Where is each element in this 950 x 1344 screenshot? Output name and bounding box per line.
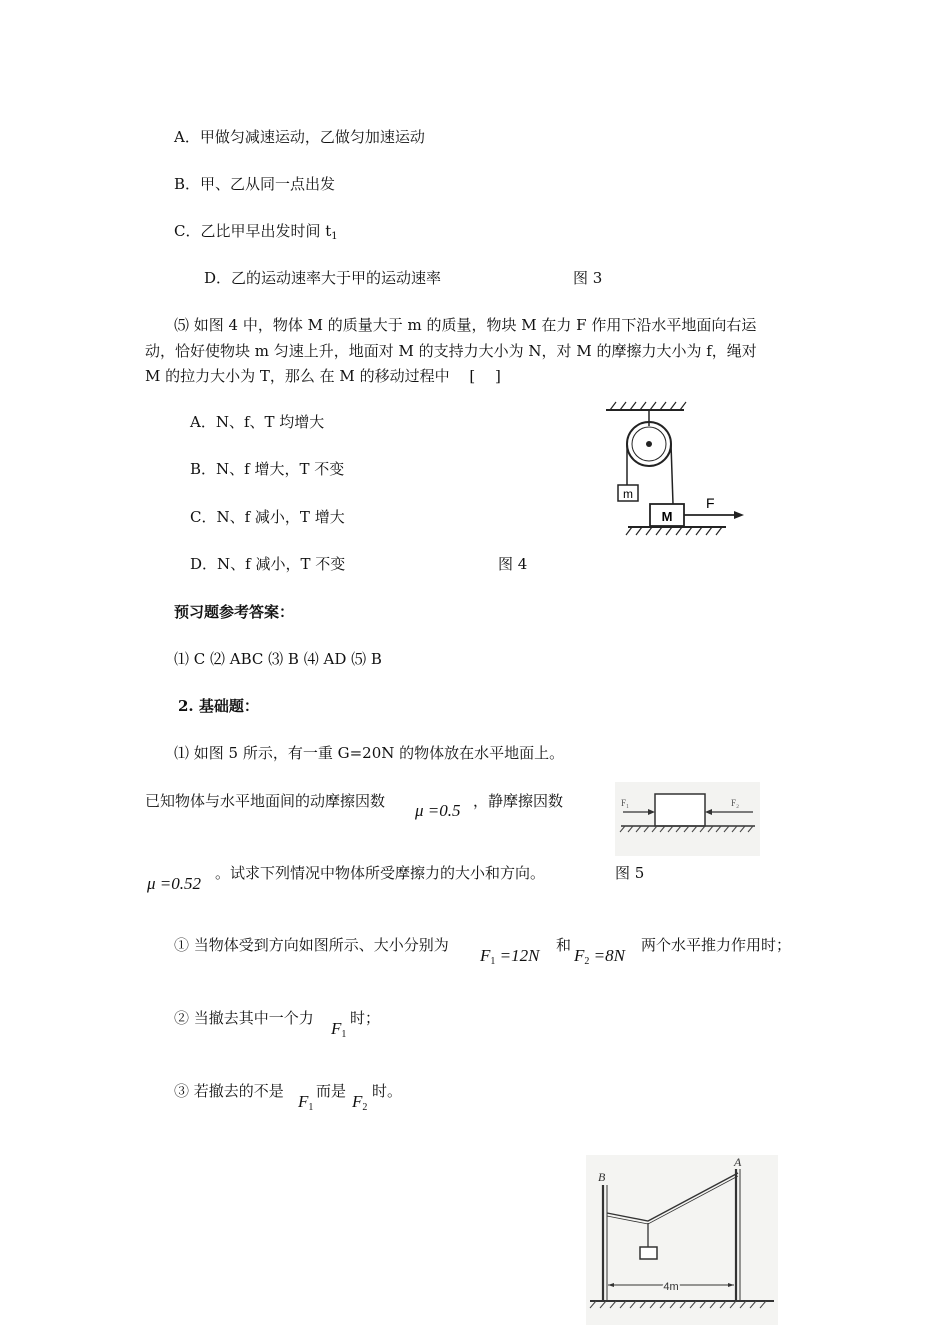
- basic-item3-F2-F: F: [352, 1092, 363, 1111]
- basic-item1-text-a: ① 当物体受到方向如图所示、大小分别为: [174, 936, 449, 954]
- basic-item3-text-b: 时。: [372, 1082, 403, 1100]
- fig4-label-m: m: [623, 487, 633, 501]
- q4-option-c-text: C．乙比甲早出发时间 t: [174, 222, 332, 240]
- basic-heading: 2. 基础题：: [178, 697, 259, 715]
- fig5-label-F2: F₂: [731, 798, 740, 808]
- basic-item1-and: 和: [556, 936, 572, 954]
- basic-q1-line3: 。试求下列情况中物体所受摩擦力的大小和方向。: [215, 864, 546, 882]
- q5-stem-line1: ⑸ 如图 4 中，物体 M 的质量大于 m 的质量，物块 M 在力 F 作用下沿水平地面向右运: [174, 316, 757, 334]
- fig3-caption: 图 3: [573, 269, 603, 287]
- basic-item3-mid: 而是: [316, 1082, 347, 1100]
- basic-item1-eq2-sub: 2: [584, 956, 590, 967]
- basic-item2-F1: [331, 1019, 346, 1045]
- q5-option-c: C．N、f 减小，T 增大: [190, 508, 345, 526]
- basic-item3-F2-sub: 2: [362, 1102, 368, 1113]
- fig5-block-diagram: [615, 782, 760, 856]
- q5-option-a: A．N、f、T 均增大: [190, 413, 325, 431]
- fig4-label-F: F: [706, 495, 715, 511]
- q4-option-b: B．甲、乙从同一点出发: [174, 175, 336, 193]
- answers-text: ⑴ C ⑵ ABC ⑶ B ⑷ AD ⑸ B: [174, 650, 382, 668]
- fig4-pulley-diagram: [596, 400, 756, 540]
- basic-item1-eq1-F: F: [480, 946, 491, 965]
- basic-item2-text-b: 时；: [350, 1009, 381, 1027]
- fig4-label-M: M: [661, 509, 673, 524]
- basic-item1-eq2: [574, 946, 625, 972]
- fig6-weight: [640, 1247, 657, 1259]
- fig4-caption: 图 4: [498, 555, 528, 573]
- fig6-distance-label: 4m: [663, 1281, 679, 1293]
- basic-q1-line2b: ，静摩擦因数: [473, 792, 564, 810]
- mu-dynamic: μ =0.5: [415, 801, 461, 820]
- basic-item3-F1-sub: 1: [308, 1102, 314, 1113]
- basic-item1-eq2-F: F: [574, 946, 585, 965]
- basic-item1-eq1: [480, 946, 539, 972]
- fig5-block: [655, 794, 705, 826]
- basic-item2-F: F: [331, 1019, 342, 1038]
- fig6-rope-diagram: [586, 1155, 778, 1325]
- q4-option-c: [174, 221, 338, 247]
- q4-option-c-sub: 1: [331, 231, 338, 242]
- q5-option-b: B．N、f 增大，T 不变: [190, 460, 345, 478]
- basic-item2-text-a: ② 当撤去其中一个力: [174, 1009, 314, 1027]
- q4-option-d: D．乙的运动速率大于甲的运动速率: [204, 269, 442, 287]
- q4-option-a: A．甲做匀减速运动，乙做匀加速运动: [174, 128, 425, 146]
- basic-item3-F1-F: F: [298, 1092, 309, 1111]
- q5-stem-line2: 动，恰好使物块 m 匀速上升，地面对 M 的支持力大小为 N，对 M 的摩擦力大小为 f，绳对: [145, 342, 757, 360]
- basic-item3-text-a: ③ 若撤去的不是: [174, 1082, 284, 1100]
- basic-item1-eq1-val: =12N: [499, 946, 540, 965]
- basic-item1-eq1-sub: 1: [490, 956, 496, 967]
- basic-item2-sub: 1: [341, 1029, 347, 1040]
- fig5-label-F1: F₁: [621, 798, 630, 808]
- fig6-label-B: B: [598, 1170, 606, 1184]
- basic-q1-line1: ⑴ 如图 5 所示，有一重 G=20N 的物体放在水平地面上。: [174, 744, 565, 762]
- basic-item3-F1: [298, 1092, 313, 1118]
- answers-heading: 预习题参考答案：: [174, 603, 295, 621]
- mu-static: μ =0.52: [147, 874, 202, 893]
- q5-stem-line3: M 的拉力大小为 T，那么 在 M 的移动过程中 [ ]: [145, 367, 501, 385]
- basic-item1-text-b: 两个水平推力作用时；: [641, 936, 792, 954]
- fig6-label-A: A: [734, 1155, 742, 1169]
- basic-item1-eq2-val: =8N: [593, 946, 625, 965]
- fig5-caption: 图 5: [615, 864, 645, 882]
- q5-option-d: D．N、f 减小，T 不变: [190, 555, 346, 573]
- basic-item3-F2: [352, 1092, 367, 1118]
- basic-q1-line2a: 已知物体与水平地面间的动摩擦因数: [145, 792, 386, 810]
